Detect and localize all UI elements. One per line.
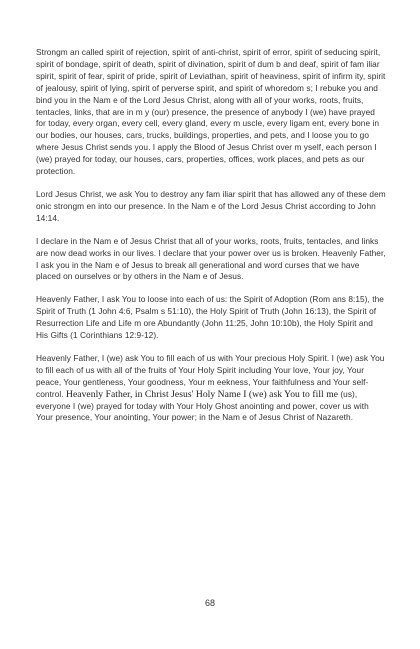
paragraph-text-before: Heavenly Father, I (we) ask You to fill each of us with Your precious Holy Spirit. I (we) ask You to fill each of us with all of the fruits of Your Holy Spirit including Your love, Your joy, Your peace, Your gentleness, Your goodness, Your m eekness, Your faithfulness and Your self-control. [36,352,385,399]
paragraph-destroy-familiar-spirit: Lord Jesus Christ, we ask You to destroy any fam iliar spirit that has allowed any of these dem onic strongm en into our presence. In the Nam e of the Lord Jesus Christ according to John 14:14. [36,188,386,223]
paragraph-rebuke-strongman: Strongm an called spirit of rejection, spirit of anti-christ, spirit of error, spirit of seducing spirit, spirit of bondage, spirit of death, spirit of divination, spirit of dum b and deaf, spirit of fam iliar spirit, spirit of fear, spirit of pride, spirit of Leviathan, spirit of heaviness, spirit of infirm ity, spirit of jealousy, spirit of lying, spirit of perverse spirit, and spirit of whoredom s; I rebuke you and bind you in the Nam e of the Lord Jesus Christ, along with all of your works, roots, fruits, tentacles, links, that are in m y (our) presence, the presence of anybody I (we) have prayed for today, every organ, every cell, every gland, every m uscle, every ligam ent, every bone in our bodies, our houses, cars, trucks, buildings, properties, and pets, and I loose you to go where Jesus Christ sends you. I apply the Blood of Jesus Christ over m yself, each person I (we) prayed for today, our houses, cars, properties, offices, work places, and pets as our protection. [36,47,386,177]
paragraph-declare-dead-works: I declare in the Nam e of Jesus Christ that all of your works, roots, fruits, tentacles, and links are now dead works in our lives. I declare that your power over us is broken. Heavenly Father, I ask you in the Nam e of Jesus to break all generational and word curses that we have placed on ourselves or by others in the Nam e of Jesus. [36,235,386,282]
page-number: 68 [204,598,215,608]
paragraph-text-after: (us), everyone I (we) prayed for today with Your Holy Ghost anointing and power, cover us with Your presence, Your anointing, Your power; in the Nam e of Jesus Christ of Nazareth. [36,388,369,423]
paragraph-loose-spirits: Heavenly Father, I ask You to loose into each of us: the Spirit of Adoption (Rom ans 8:15), the Spirit of Truth (1 John 4:6, Psalm s 51:10), the Holy Spirit of Truth (John 16:13), the Spirit of Resurrection Life and Life m ore Abundantly (John 11:25, John 10:10b), the Holy Spirit and His Gifts (1 Corinthians 12:9-12). [36,294,384,341]
emphasized-sentence: Heavenly Father, in Christ Jesus' Holy Name I (we) ask You to fill me [65,388,339,400]
paragraph-fill-holy-spirit [36,353,386,424]
